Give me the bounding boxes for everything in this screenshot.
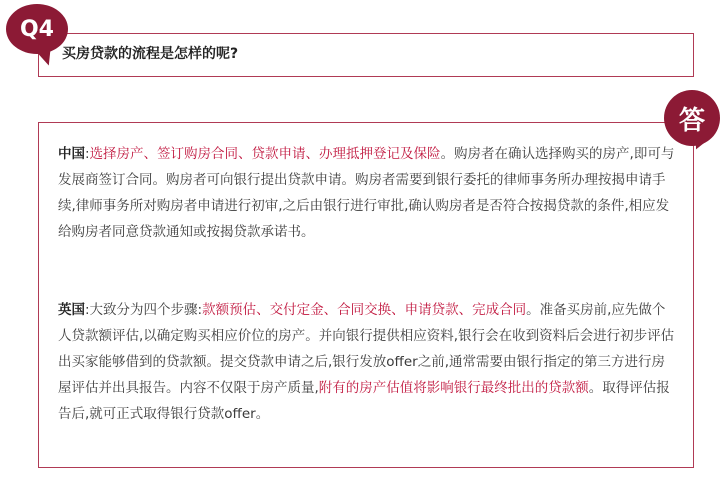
- china-highlight: 选择房产、签订购房合同、贷款申请、办理抵押登记及保险: [89, 146, 441, 162]
- uk-label: 英国: [58, 302, 85, 318]
- uk-intro: :大致分为四个步骤:: [85, 302, 203, 318]
- uk-highlight-steps: 款额预估、交付定金、合同交换、申请贷款、完成合同: [202, 302, 527, 318]
- china-colon: :: [85, 146, 90, 162]
- china-label: 中国: [58, 146, 85, 162]
- uk-middle: 。准备买房前,应先做个人贷款额评估,以确定购买相应价位的房产。并向银行提供相应资料,银行会在收到资料后会进行初步评估出买家能够借到的贷款额。提交贷款申请之后,银行发放offer之前,通常需要由银行指定的第三方进行房屋评估并出具报告。内容不仅限于房产质量,: [58, 302, 675, 396]
- uk-highlight-valuation: 附有的房产估值将影响银行最终批出的贷款额: [318, 380, 589, 396]
- answer-paragraph-uk: [58, 297, 678, 427]
- uk-end: 。取得评估报告后,就可正式取得银行贷款offer。: [58, 380, 670, 422]
- question-badge: Q4: [6, 4, 68, 54]
- answer-paragraph-china: [58, 141, 678, 245]
- question-text: 买房贷款的流程是怎样的呢?: [62, 46, 239, 62]
- china-rest: 。购房者在确认选择购买的房产,即可与发展商签订合同。购房者可向银行提出贷款申请。购房者需要到银行委托的律师事务所办理按揭申请手续,律师事务所对购房者申请进行初审,之后由银行进行审批,确认购房者是否符合按揭贷款的条件,相应发给购房者同意贷款通知或按揭贷款承诺书。: [58, 146, 675, 240]
- answer-badge: 答: [664, 90, 720, 146]
